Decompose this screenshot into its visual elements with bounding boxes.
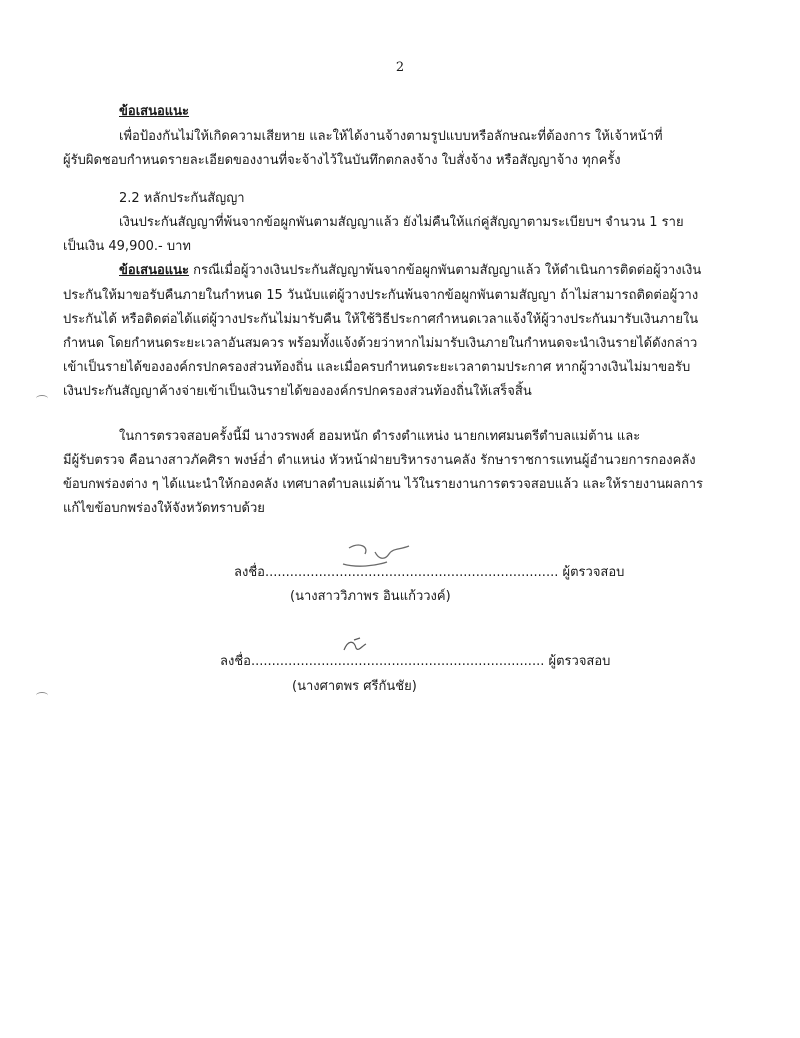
paragraph-line: เงินประกันสัญญาที่พ้นจากข้อผูกพันตามสัญญาแล้ว ยังไม่คืนให้แก่คู่สัญญาตามระเบียบฯ จำนวน 1 ราย	[119, 215, 684, 230]
section-title-2-2: 2.2 หลักประกันสัญญา	[119, 191, 245, 206]
signature-line-1: ลงชื่อ....................................................................... ผู้ตรวจสอบ	[234, 565, 625, 580]
recommendation-text: กรณีเมื่อผู้วางเงินประกันสัญญาพ้นจากข้อผูกพันตามสัญญาแล้ว ให้ดำเนินการติดต่อผู้วางเงิน	[189, 263, 702, 278]
recommendation-heading-2: ข้อเสนอแนะ	[119, 263, 190, 278]
paragraph-line: ประกันให้มาขอรับคืนภายในกำหนด 15 วันนับแต่ผู้วางประกันพ้นจากข้อผูกพันตามสัญญา ถ้าไม่สามารถติดต่อผู้วาง	[63, 288, 699, 303]
page-number: 2	[395, 60, 405, 75]
paragraph-line: เข้าเป็นรายได้ขององค์กรปกครองส่วนท้องถิ่น และเมื่อครบกำหนดระยะเวลาตามประกาศ หากผู้วางเงินไม่มาขอรับ	[63, 360, 691, 375]
paragraph-line: มีผู้รับตรวจ คือนางสาวภัคศิรา พงษ์อ่ำ ตำแหน่ง หัวหน้าฝ่ายบริหารงานคลัง รักษาราชการแทนผู้อำนวยการกองคลัง	[63, 453, 696, 468]
paragraph-line: เป็นเงิน 49,900.- บาท	[63, 239, 191, 254]
signature-line-2: ลงชื่อ....................................................................... ผู้ตรวจสอบ	[220, 654, 611, 669]
recommendation-heading-1: ข้อเสนอแนะ	[119, 104, 190, 119]
signatory-name-1: (นางสาววิภาพร อินแก้ววงค์)	[290, 589, 451, 604]
recommendation-paragraph-first-line	[119, 261, 701, 281]
scan-mark	[36, 395, 48, 402]
paragraph-line: เงินประกันสัญญาค้างจ่ายเข้าเป็นเงินรายได้ขององค์กรปกครองส่วนท้องถิ่นให้เสร็จสิ้น	[63, 384, 532, 399]
paragraph-line: ข้อบกพร่องต่าง ๆ ได้แนะนำให้กองคลัง เทศบาลตำบลแม่ต้าน ไว้ในรายงานการตรวจสอบแล้ว และให้รายงานผลการ	[63, 477, 704, 492]
paragraph-line: แก้ไขข้อบกพร่องให้จังหวัดทราบด้วย	[63, 501, 265, 516]
paragraph-line: เพื่อป้องกันไม่ให้เกิดความเสียหาย และให้ได้งานจ้างตามรูปแบบหรือลักษณะที่ต้องการ ให้เจ้าหน้าที่	[119, 129, 663, 144]
signatory-name-2: (นางศาตพร ศรีกันชัย)	[292, 679, 417, 694]
paragraph-line: ผู้รับผิดชอบกำหนดรายละเอียดของงานที่จะจ้างไว้ในบันทึกตกลงจ้าง ใบสั่งจ้าง หรือสัญญาจ้าง ทุกครั้ง	[63, 153, 621, 168]
paragraph-line: ในการตรวจสอบครั้งนี้มี นางวรพงศ์ ฮอมหนัก ดำรงตำแหน่ง นายกเทศมนตรีตำบลแม่ต้าน และ	[119, 429, 641, 444]
scan-mark	[36, 692, 48, 699]
paragraph-line: ประกันได้ หรือติดต่อได้แต่ผู้วางประกันไม่มารับคืน ให้ใช้วิธีประกาศกำหนดเวลาแจ้งให้ผู้วางประกันมารับเงินภายใน	[63, 312, 699, 327]
paragraph-line: กำหนด โดยกำหนดระยะเวลาอันสมควร พร้อมทั้งแจ้งด้วยว่าหากไม่มารับเงินภายในกำหนดจะนำเงินรายได้ดังกล่าว	[63, 336, 698, 351]
